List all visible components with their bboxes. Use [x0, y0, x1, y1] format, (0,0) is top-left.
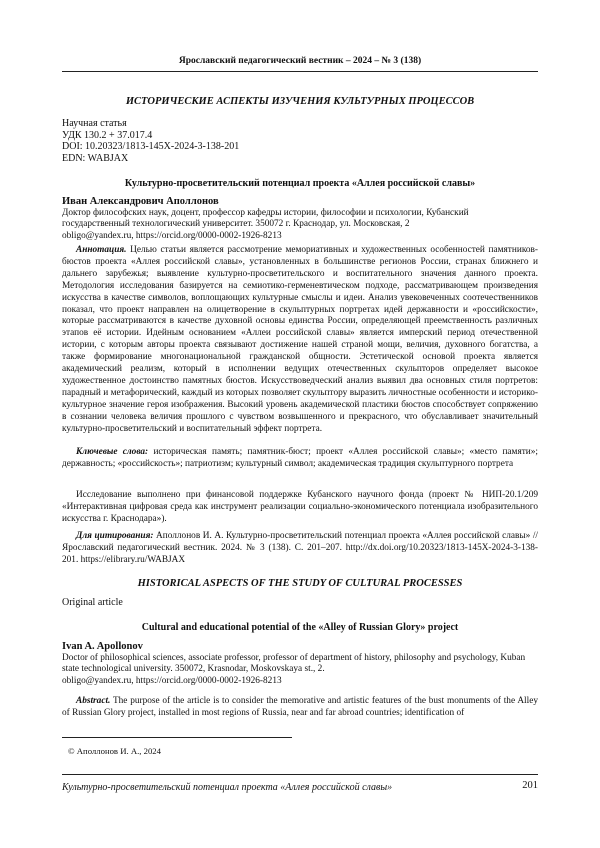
page-number: 201	[522, 780, 538, 791]
footer-rule	[62, 774, 538, 775]
copyright-footnote: © Аполлонов И. А., 2024	[68, 746, 161, 756]
citation-label-ru: Для цитирования:	[76, 531, 154, 541]
keywords-ru	[62, 447, 538, 471]
author-affiliation-en	[62, 653, 538, 687]
doi: DOI: 10.20323/1813-145X-2024-3-138-201	[62, 141, 240, 153]
author-contact-ru: obligo@yandex.ru, https://orcid.org/0000-0002-1926-8213	[62, 230, 282, 241]
abstract-text-en: The purpose of the article is to consider the memorative and artistic features of the bust monuments of the Alley of Russian Glory project, installed in most regions of Russia, near and far abroad countries; identification of	[62, 696, 538, 718]
funding-note-ru: Исследование выполнено при финансовой поддержке Кубанского научного фонда (проект № НИП-20.1/209 «Интерактивная цифровая среда как инструмент реализации социально-экономического потенциала изобразительного искусства г. Краснодара»).	[62, 490, 538, 524]
abstract-en	[62, 696, 538, 720]
author-name-en: Ivan A. Apollonov	[62, 641, 143, 652]
article-title-en: Cultural and educational potential of the «Alley of Russian Glory» project	[141, 622, 459, 633]
article-type-en: Original article	[62, 597, 123, 608]
citation-ru	[62, 531, 538, 567]
abstract-ru	[62, 245, 538, 436]
article-type-ru: Научная статья	[62, 118, 127, 129]
journal-name: Ярославский педагогический вестник	[178, 56, 344, 66]
abstract-label-en: Abstract.	[76, 696, 111, 706]
footnote-rule	[62, 737, 292, 738]
udk: УДК 130.2 + 37.017.4	[62, 129, 153, 141]
edn: EDN: WABJAX	[62, 152, 129, 164]
running-header	[62, 56, 538, 66]
author-contact-en: obligo@yandex.ru, https://orcid.org/0000-0002-1926-8213	[62, 675, 282, 686]
abstract-text-ru: Целью статьи является рассмотрение мемориативных и художественных особенностей памятников-бюстов проекта «Аллея российской славы», установленных в большинстве регионов России, странах ближнего и дальнего зарубежья; выявление культурно-просветительского и воспитательного значения данного проекта. Методология исследования базируется на семиотико-герменевтическом подходе, рассматривающем произведения искусства в качестве символов, воплощающих культурные смыслы и идеи. Анализ увековеченных соотечественников показал, что проект направлен на олицетворение в скульптурных портретах идей державности и «российскости», которые рассматриваются в качестве духовной основы единства России, определяющей преемственность различных этапов её истории. Идейным основанием «Аллеи российской славы» является имперский период отечественной истории, с которым авторы проекта связывают достижение нашей страной мощи, величия, духовного богатства, а также формирование многонациональной гражданской общности. Эстетической основой проекта является академический реализм, который в исполнении ведущих отечественных скульпторов определяет высокое художественное достоинство памятных бюстов. Искусствоведческий анализ выявил два основных стиля портретов: парадный и метафорический, каждый из которых позволяет скульптору выразить личностные особенности и историко-культурное значение героя изображения. Высокий уровень академической пластики бюстов способствует сопряжению в сознании человека величия прошлого с чувством возвышенного и прекрасного, что обуславливает значительный культурно-просветительский и воспитательный эффект портрета.	[62, 245, 538, 434]
article-title-ru: Культурно-просветительский потенциал проекта «Аллея российской славы»	[124, 178, 476, 189]
author-affiliation-ru	[62, 208, 538, 242]
citation-text-ru: Аполлонов И. А. Культурно-просветительский потенциал проекта «Аллея российской славы» // Ярославский педагогический вестник. 2024. № 3 (138). С. 201–207. http://dx.doi.org/10.20323/1813-145X-2024-3-138-201. https://elibrary.ru/WABJAX	[62, 531, 539, 565]
author-name-ru: Иван Александрович Аполлонов	[62, 196, 219, 207]
footer-title: Культурно-просветительский потенциал проекта «Аллея российской славы»	[62, 782, 393, 793]
affiliation-text-en: Doctor of philosophical sciences, associate professor, professor of department of history, philosophy and psychology, Kuban state technological university. 350072, Krasnodar, Moskovskaya st., 2.	[62, 653, 526, 675]
abstract-label-ru: Аннотация.	[76, 245, 127, 255]
affiliation-text-ru: Доктор философских наук, доцент, профессор кафедры истории, философии и психологии, Кубанский государственный технологический университет. 350072 г. Краснодар, ул. Московская, 2	[62, 208, 469, 230]
header-rule	[62, 71, 538, 72]
section-title-en: HISTORICAL ASPECTS OF THE STUDY OF CULTURAL PROCESSES	[137, 578, 463, 589]
keywords-text-ru: историческая память; памятник-бюст; проект «Аллея российской славы»; «место памяти»; державность; «российскость»; патриотизм; культурный символ; академическая традиция скульптурного портрета	[62, 447, 538, 469]
article-meta-ru	[62, 118, 538, 164]
issue-info: – 2024 – № 3 (138)	[345, 56, 422, 66]
section-title-ru: ИСТОРИЧЕСКИЕ АСПЕКТЫ ИЗУЧЕНИЯ КУЛЬТУРНЫХ ПРОЦЕССОВ	[125, 96, 475, 107]
keywords-label-ru: Ключевые слова:	[76, 447, 149, 457]
